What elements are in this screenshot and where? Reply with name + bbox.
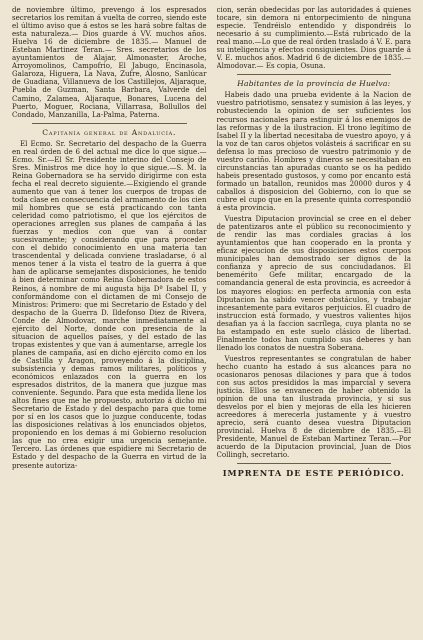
habitantes-paragraph-2: Vuestra Diputacion provincial se cree en el deber de patentizaros ante el público su reconocimiento y de rendir las mas cordiales gracias á los ayuntamientos que han cooperado en la pronta y eficaz ejecucion de sus disposiciones estos cuerpos municipales han demostrado ser dignos de la confianza y aprecio de sus conciudadanos. El benemérito Gefe militar, encargado de la comandancia general de esta provincia, es acreedor á los mayores elogios: en perfecta armonía con esta Diputacion ha sabido vencer obstáculos, y trabajar incesantemente para evitaros perjuicios. El cuadro de instruccion está formado, y vuestros valientes hijos desafian ya á la faccion sacrílega, cuya planta no se ha estampado en este suelo clásico de libertad. Finalmente todos han cumplido sus deberes y han llenado los conatos de nuestra Soberana. (216, 214, 411, 352)
footer-divider (237, 463, 392, 464)
capitania-heading: Capitanía general de Andalucía. (42, 127, 177, 137)
printer-footer: IMPRENTA DE ESTE PERIÓDICO. (222, 468, 405, 479)
left-column (12, 6, 207, 636)
habitantes-paragraph-1: Habeis dado una prueba evidente á la Nacion de vuestro patriotismo, sensatez y sumision á las leyes, y robusteciendo la opinion de ser suficientes los recursos nacionales para estinguir á los enemigos de las reformas y de la ilustracion. El trono legítimo de Isabel II y la libertad necesitaba de vuestro apoyo, y á la voz de tan caros objetos volásteis á sacrificar en su defensa lo mas precioso de vuestro patrimonio y de vuestro cariño. Hombres y dineros se necesitaban en circunstancias tan apuradas cuanto se os ha pedido habeis presentado gustosos, y como por encanto está formado un batallon, reunidos mas 20000 duros y 4 caballos á disposicion del Gobierno, con lo que se cubre el cupo que en la presente quinta correspondió á esta provincia. (216, 90, 411, 213)
habitantes-paragraph-3: Vuestros representantes se congratulan de haber hecho cuanto ha estado á sus alcances para no ocasionaros penosas dilaciones y para que á todos con sus actos presididos la mas imparcial y severa justicia. Ellos se envanecen de haber obtenido la opinion de una tan ilustrada provincia, y si sus desvelos por el bien y mejoras de ella les hicieren acreedores á merecerla justamente y á vuestro aprecio, será cuanto desea vuestra Diputacion provincial. Huelva 8 de diciembre de 1835.—El Presidente, Manuel de Esteban Martinez Teran.—Por acuerdo de la Diputacion provincial, Juan de Dios Collingh, secretario. (216, 353, 411, 460)
section-divider-right (237, 74, 392, 75)
right-column (217, 6, 412, 636)
habitantes-heading: Habitantes de la provincia de Huelva: (237, 79, 391, 89)
capitania-paragraph: El Ecmo. Sr. Secretario del despacho de la Guerra en real órden de 6 del actual me dice lo que sigue.—Ecmo. Sr.—El Sr. Presidente interino del Consejo de Sres. Ministros me dice hoy lo que sigue.—S. M. la Reina Gobernadora se ha servido dirigirme con esta fecha el real decreto siguiente.—Exigiendo el grande aumento que van á tener los cuerpos de tropas de toda clase en consecuencia del armamento de los cien mil hombres que se está practicando con tanta celeridad como patriotismo, el que los ejércitos de operaciones arreglen sus planes de campaña á las fuerzas y medios con que van á contar sucesivamente; y considerando que para proceder con el debido conocimiento en una materia tan trascendental y delicada conviene trasladarse, ó al menos tener á la vista el teatro de la guerra á que han de aplicarse semejantes disposiciones, he tenido á bien determinar como Reina Gobernadora de estos Reinos, á nombre de mi augusta hija Dª Isabel II, y conformándome con el dictamen de mi Consejo de Ministros: Primero: que mi Secretario de Estado y del despacho de la Guerra D. Ildefonso Diez de Rivera, Conde de Almodovar, marche inmediatamente al ejército del Norte, donde con presencia de la situacion de aquellos países, y del estado de las tropas existentes y que van á aumentarse, arregle los planes de campaña, así en dicho ejército como en los de Castilla y Aragon, proveyendo á la disciplina, subsistencia y demas ramos militares, políticos y económicos enlazados con la guerra en los espresados distritos, de la manera que juzgue mas conveniente. Segundo. Para que esta medida llene los altos fines que me he propuesto, autorizo á dicho mi Secretario de Estado y del despacho para que tome por sí en los casos que lo juzgue conducente, todas las disposiciones relativas á los enunciados objetos, proponiendo en los demas á mi Gobierno resolucion las que no crea exigir una urgencia semejante. Tercero. Las órdenes que espidiere mi Secretario de Estado y del despacho de la Guerra en virtud de la presente autoriza- (12, 138, 207, 470)
section-divider (32, 123, 187, 124)
intro-paragraph: de noviembre último, prevengo á los espresados secretarios los remitan á vuelta de correo, siendo este el último aviso que á estos se les hará sobre faltas de esta naturaleza.— Dios guarde á VV. muchos años. Huelva 16 de diciembre de 1835.— Manuel de Esteban Martinez Teran.— Sres. secretarios de los ayuntamientos de Alajar, Almonaster, Aroche, Arroyomolinos, Campofrio, El Jabugo, Encinasola, Galaroza, Higuera, La Nava, Zufre, Alosno, Sanlúcar de Guadiana, Villanueva de los Castillejos, Aljaraque, Puebla de Guzman, Santa Barbara, Valverde del Camino, Zalamea, Aljaraque, Bonares, Lucena del Puerto, Moguer, Rociana, Villarrasa, Bollullos del Condado, Manzanilla, La-Palma, Paterna. (12, 6, 207, 119)
continued-paragraph: cion, serán obedecidas por las autoridades á quienes tocare, sin demora ni entorpecimiento de ninguna especie. Tendréislo entendido y dispondréis lo necesario á su cumplimiento.—Está rubricado de la real mano.—Lo que de real órden traslado á V. E. para su inteligencia y efectos consiguientes. Dios guarde á V. E. muchos años. Madrid 6 de diciembre de 1835.—Almodovar.— Es copia, Osuna. (216, 6, 411, 71)
